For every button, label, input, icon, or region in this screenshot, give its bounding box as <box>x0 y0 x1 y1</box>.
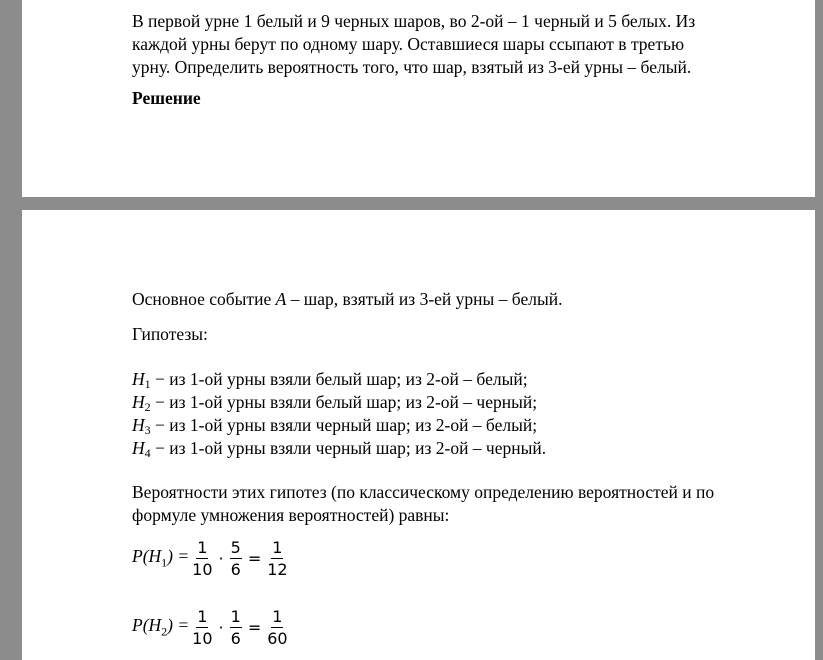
probabilities-line-2: формуле умножения вероятностей) равны: <box>132 505 450 525</box>
problem-statement <box>132 10 760 79</box>
formula-lhs-close: ) = <box>167 546 190 567</box>
fraction-numerator: 1 <box>230 607 241 626</box>
hypothesis-label: H <box>132 369 145 389</box>
main-event-prefix: Основное событие <box>132 289 276 309</box>
main-event <box>132 288 562 311</box>
fraction-denominator: 10 <box>192 560 213 579</box>
problem-line-2: каждой урны берут по одному шару. Оставшиеся шары ссыпают в третью <box>132 34 685 54</box>
hypothesis-text: − из 1-ой урны взяли черный шар; из 2-ой – белый; <box>150 415 538 435</box>
hypothesis-text: − из 1-ой урны взяли белый шар; из 2-ой – черный; <box>150 392 538 412</box>
formula-lhs-close: ) = <box>167 615 190 636</box>
fraction-result <box>267 607 287 648</box>
hypothesis-index: 1 <box>144 377 151 391</box>
formula-lhs-index: 2 <box>161 624 168 639</box>
event-symbol: A <box>275 289 287 309</box>
fraction-numerator: 5 <box>230 538 241 557</box>
hypothesis-index: 2 <box>144 400 151 414</box>
hypothesis-4 <box>132 437 546 465</box>
hypothesis-label: H <box>132 438 145 458</box>
formula-p-h1 <box>132 538 291 579</box>
fraction-denominator: 60 <box>267 629 288 648</box>
probabilities-line-1: Вероятности этих гипотез (по классическому определению вероятностей и по <box>132 482 715 502</box>
fraction-denominator: 10 <box>192 629 213 648</box>
formula-lhs-text: P(H <box>132 546 162 567</box>
fraction-b <box>230 538 242 579</box>
hypothesis-text: − из 1-ой урны взяли черный шар; из 2-ой – черный. <box>150 438 547 458</box>
fraction-numerator: 1 <box>272 538 283 557</box>
multiply-dot: · <box>218 618 224 637</box>
fraction-b <box>230 607 242 648</box>
multiply-dot: · <box>218 549 224 568</box>
fraction-denominator: 6 <box>230 560 241 579</box>
formula-p-h2 <box>132 607 291 648</box>
equals-sign: = <box>247 549 262 568</box>
equals-sign: = <box>247 618 262 637</box>
main-event-text: – шар, взятый из 3-ей урны – белый. <box>286 289 563 309</box>
hypotheses-heading: Гипотезы: <box>132 324 208 344</box>
fraction-denominator: 6 <box>230 629 241 648</box>
hypothesis-index: 4 <box>144 446 151 460</box>
fraction-numerator: 1 <box>197 607 208 626</box>
formula-lhs-index: 1 <box>161 555 168 570</box>
fraction-a <box>192 538 212 579</box>
problem-line-1: В первой урне 1 белый и 9 черных шаров, во 2-ой – 1 черный и 5 белых. Из <box>132 11 696 31</box>
fraction-numerator: 1 <box>197 538 208 557</box>
probabilities-intro <box>132 481 772 527</box>
formula-lhs <box>132 546 189 571</box>
problem-line-3: урну. Определить вероятность того, что шар, взятый из 3-ей урны – белый. <box>132 57 692 77</box>
fraction-a <box>192 607 212 648</box>
hypothesis-index: 3 <box>144 423 151 437</box>
formula-lhs-text: P(H <box>132 615 162 636</box>
document-page-2 <box>22 210 815 660</box>
hypothesis-text: − из 1-ой урны взяли белый шар; из 2-ой – белый; <box>150 369 528 389</box>
hypothesis-label: H <box>132 415 145 435</box>
fraction-result <box>267 538 287 579</box>
hypothesis-label: H <box>132 392 145 412</box>
fraction-numerator: 1 <box>272 607 283 626</box>
solution-heading: Решение <box>132 88 201 108</box>
fraction-denominator: 12 <box>267 560 288 579</box>
document-page-1 <box>22 0 815 197</box>
formula-lhs <box>132 615 189 640</box>
